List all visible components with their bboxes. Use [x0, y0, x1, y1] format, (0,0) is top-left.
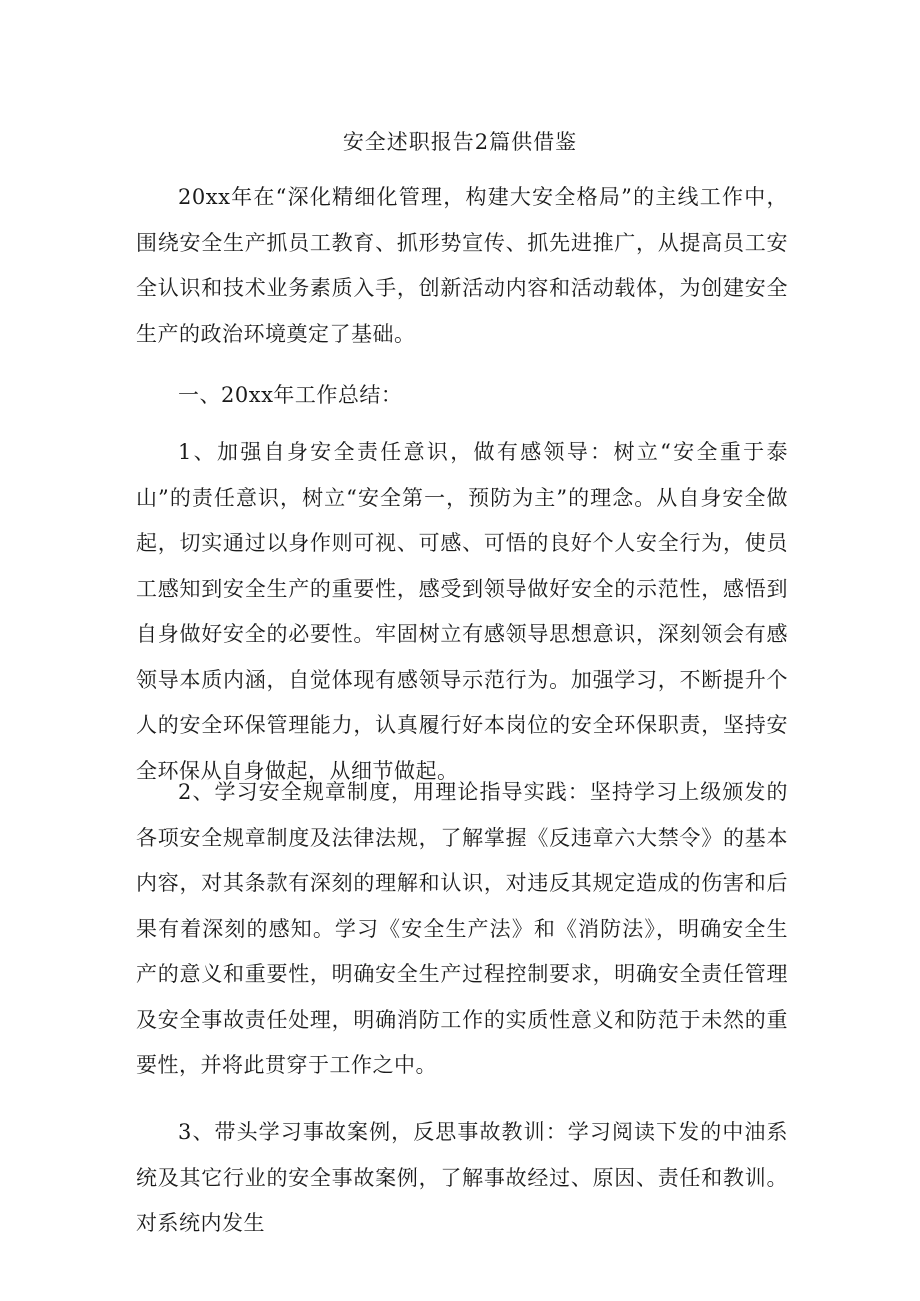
intro-paragraph: 20xx年在“深化精细化管理，构建大安全格局”的主线工作中，围绕安全生产抓员工教育、抓形势宣传、抓先进推广，从提高员工安全认识和技术业务素质入手，创新活动内容和活动载体，为创建安全生产的政治环境奠定了基础。 [136, 185, 788, 346]
paragraph-item-3: 3、带头学习事故案例，反思事故教训：学习阅读下发的中油系统及其它行业的安全事故案例，了解事故经过、原因、责任和教训。对系统内发生 [136, 1120, 788, 1235]
section-heading: 一、20xx年工作总结： [178, 383, 403, 407]
paragraph-item-1: 1、加强自身安全责任意识，做有感领导：树立“安全重于泰山”的责任意识，树立“安全第一，预防为主”的理念。从自身安全做起，切实通过以身作则可视、可感、可悟的良好个人安全行为，使员工感知到安全生产的重要性，感受到领导做好安全的示范性，感悟到自身做好安全的必要性。牢固树立有感领导思想意识，深刻领会有感领导本质内涵，自觉体现有感领导示范行为。加强学习，不断提升个人的安全环保管理能力，认真履行好本岗位的安全环保职责，坚持安全环保从自身做起，从细节做起。 [136, 440, 788, 783]
paragraph-item-2: 2、学习安全规章制度，用理论指导实践：坚持学习上级颁发的各项安全规章制度及法律法规，了解掌握《反违章六大禁令》的基本内容，对其条款有深刻的理解和认识，对违反其规定造成的伤害和后果有着深刻的感知。学习《安全生产法》和《消防法》，明确安全生产的意义和重要性，明确安全生产过程控制要求，明确安全责任管理及安全事故责任处理，明确消防工作的实质性意义和防范于未然的重要性，并将此贯穿于工作之中。 [136, 780, 788, 1077]
document-title: 安全述职报告2篇供借鉴 [342, 130, 578, 154]
